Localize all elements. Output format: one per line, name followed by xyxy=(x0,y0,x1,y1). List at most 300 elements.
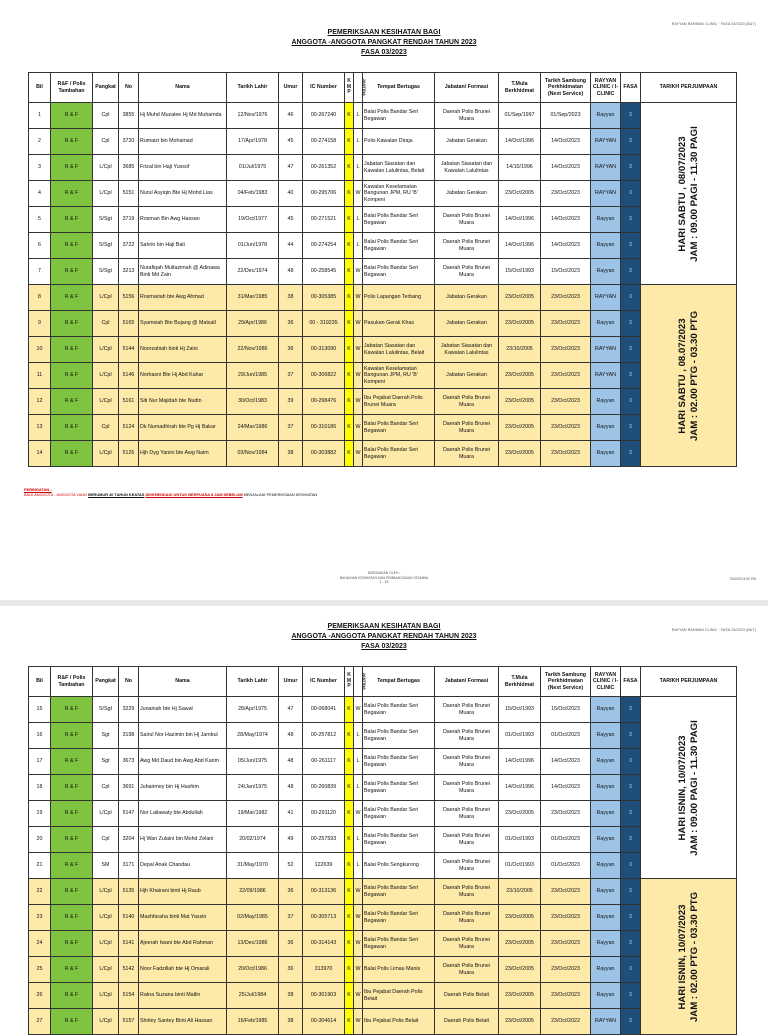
table-row xyxy=(29,879,737,905)
cell-tmula: 23/Oct/2005 xyxy=(499,441,541,467)
session-time-label xyxy=(677,310,701,440)
cell-rayyan: Rayyan xyxy=(591,415,621,441)
cell-umur: 46 xyxy=(279,103,303,129)
reminder-prefix: BAGI ANGGOTA - ANGGOTA YANG xyxy=(24,492,89,497)
cell-jabatan: Daerah Polis Brunei Muara xyxy=(435,415,499,441)
session-time-cell xyxy=(641,697,737,879)
cell-bil: 5 xyxy=(29,207,51,233)
cell-kmp: K xyxy=(345,103,354,129)
cell-rf: R & F xyxy=(51,285,93,311)
cell-jantina: L xyxy=(354,827,363,853)
cell-tmula: 23/10/2005 xyxy=(499,337,541,363)
cell-kmp: K xyxy=(345,389,354,415)
cell-tempat: Balai Polis Bandar Seri Begawan xyxy=(363,749,435,775)
cell-jabatan: Daerah Polis Brunei Muara xyxy=(435,259,499,285)
col-no: No xyxy=(119,73,139,103)
cell-tempat: Balai Polis Bandar Seri Begawan xyxy=(363,103,435,129)
cell-ic: 00-306822 xyxy=(303,363,345,389)
cell-nama: Nor Lailawaty bte Abdullah xyxy=(139,801,227,827)
session-line1: HARI ISNIN, 10/07/2023 xyxy=(676,903,688,1010)
cell-ic: 00-261352 xyxy=(303,155,345,181)
cell-fasa: 3 xyxy=(621,749,641,775)
cell-jantina: W xyxy=(354,931,363,957)
cell-jantina: L xyxy=(354,749,363,775)
col-tmula: T.Mula Berkhidmat xyxy=(499,73,541,103)
cell-rf: R & F xyxy=(51,853,93,879)
cell-jantina: W xyxy=(354,285,363,311)
table-row xyxy=(29,983,737,1009)
cell-sambung: 14/Oct/2023 xyxy=(541,155,591,181)
cell-fasa: 3 xyxy=(621,181,641,207)
cell-kmp: K xyxy=(345,749,354,775)
footer-timestamp: 7/5/2023 8:40 PM xyxy=(729,577,756,581)
session-line2: JAM : 09.00 PAGI - 11.30 PAGI xyxy=(688,125,700,262)
cell-tarikh-lahir: 19/Mar/1982 xyxy=(227,801,279,827)
cell-bil: 19 xyxy=(29,801,51,827)
cell-bil: 18 xyxy=(29,775,51,801)
col-fasa: FASA xyxy=(621,667,641,697)
col-jantina-label: JANTINA xyxy=(361,672,367,691)
cell-tmula: 01/Sep/1997 xyxy=(499,103,541,129)
cell-bil: 16 xyxy=(29,723,51,749)
cell-tempat: Balai Polis Sengkurong xyxy=(363,853,435,879)
page-title-line1: PEMERIKSAAN KESIHATAN BAGI xyxy=(327,29,441,36)
cell-umur: 49 xyxy=(279,827,303,853)
cell-tmula: 23/Oct/2005 xyxy=(499,389,541,415)
cell-sambung: 23/Oct/2023 xyxy=(541,311,591,337)
cell-nama: Juhairmey bin Hj Hashim xyxy=(139,775,227,801)
cell-rf: R & F xyxy=(51,415,93,441)
cell-rf: R & F xyxy=(51,697,93,723)
cell-jantina: L xyxy=(354,155,363,181)
col-ic: IC Number xyxy=(303,667,345,697)
cell-ic: 00-310186 xyxy=(303,415,345,441)
cell-rayyan: Rayyan xyxy=(591,259,621,285)
cell-pangkat: L/Cpl xyxy=(93,957,119,983)
footer-page-number: 1 - 16 xyxy=(379,580,389,585)
cell-sambung: 23/Oct/2023 xyxy=(541,801,591,827)
cell-fasa: 3 xyxy=(621,879,641,905)
cell-jantina: W xyxy=(354,311,363,337)
cell-tempat: Jabatan Siasatan dan Kawalan Lalulintas, Belait xyxy=(363,337,435,363)
cell-umur: 45 xyxy=(279,129,303,155)
col-perjumpaan: TARIKH PERJUMPAAN xyxy=(641,667,737,697)
cell-umur: 37 xyxy=(279,905,303,931)
cell-fasa: 3 xyxy=(621,983,641,1009)
cell-nama: Shirley Santey Binti Ali Hassan xyxy=(139,1009,227,1035)
cell-rf: R & F xyxy=(51,775,93,801)
cell-bil: 12 xyxy=(29,389,51,415)
cell-jabatan: Daerah Polis Brunei Muara xyxy=(435,103,499,129)
cell-no: 3204 xyxy=(119,827,139,853)
cell-jabatan: Jabatan Gerakan xyxy=(435,363,499,389)
cell-tarikh-lahir: 02/May/1985 xyxy=(227,905,279,931)
cell-bil: 3 xyxy=(29,155,51,181)
cell-jabatan: Jabatan Siasatan dan Kawalan Lalulintas xyxy=(435,155,499,181)
cell-nama: Hjh Dyg Yanini bte Awg Naim xyxy=(139,441,227,467)
cell-tarikh-lahir: 20/Oct/1986 xyxy=(227,957,279,983)
cell-sambung: 01/Oct/2023 xyxy=(541,827,591,853)
cell-jabatan: Daerah Polis Brunei Muara xyxy=(435,723,499,749)
cell-pangkat: L/Cpl xyxy=(93,1009,119,1035)
cell-tarikh-lahir: 30/Oct/1983 xyxy=(227,389,279,415)
table-row xyxy=(29,311,737,337)
cell-pangkat: Cpl xyxy=(93,415,119,441)
cell-umur: 45 xyxy=(279,207,303,233)
cell-ic: 00-257593 xyxy=(303,827,345,853)
cell-pangkat: L/Cpl xyxy=(93,389,119,415)
cell-tmula: 23/Oct/2005 xyxy=(499,931,541,957)
col-jantina xyxy=(354,73,367,103)
cell-nama: Ratna Suzana binti Matlin xyxy=(139,983,227,1009)
cell-tmula: 01/Oct/1993 xyxy=(499,853,541,879)
cell-nama: Awg Md Daud bin Awg Abd Karim xyxy=(139,749,227,775)
cell-umur: 36 xyxy=(279,311,303,337)
cell-rayyan: Rayyan xyxy=(591,905,621,931)
col-pangkat: Pangkat xyxy=(93,667,119,697)
cell-rf: R & F xyxy=(51,155,93,181)
cell-tarikh-lahir: 22/Dec/1974 xyxy=(227,259,279,285)
cell-tarikh-lahir: 01/Jul/1975 xyxy=(227,155,279,181)
cell-tmula: 23/Oct/2005 xyxy=(499,957,541,983)
cell-fasa: 3 xyxy=(621,1009,641,1035)
cell-kmp: K xyxy=(345,905,354,931)
cell-ic: 00-068041 xyxy=(303,697,345,723)
cell-ic: 00-271521 xyxy=(303,207,345,233)
col-perjumpaan: TARIKH PERJUMPAAN xyxy=(641,73,737,103)
cell-ic: 00-257812 xyxy=(303,723,345,749)
cell-tarikh-lahir: 22/09/1986 xyxy=(227,879,279,905)
col-jabatan: Jabatan/ Formasi xyxy=(435,667,499,697)
reminder-note xyxy=(24,487,317,497)
table-row xyxy=(29,697,737,723)
cell-sambung: 23/Oct/2022 xyxy=(541,1009,591,1035)
cell-rayyan: RAYYAN xyxy=(591,363,621,389)
schedule-table-1 xyxy=(28,72,737,467)
cell-tarikh-lahir: 28/Apr/1975 xyxy=(227,697,279,723)
col-rf: R&F / Polis Tambahan xyxy=(51,73,93,103)
cell-nama: Nurafiqah Multazimah @ Adinawa Binti Md Zain xyxy=(139,259,227,285)
cell-sambung: 23/Oct/2023 xyxy=(541,931,591,957)
cell-sambung: 14/Oct/2023 xyxy=(541,207,591,233)
cell-fasa: 3 xyxy=(621,441,641,467)
cell-tempat: Balai Polis Bandar Seri Begawan xyxy=(363,775,435,801)
cell-no: 5142 xyxy=(119,957,139,983)
reminder-age: BERUMUR 40 TAHUN KEATAS xyxy=(88,492,145,497)
cell-tarikh-lahir: 24/Jan/1975 xyxy=(227,775,279,801)
cell-tempat: Balai Polis Bandar Seri Begawan xyxy=(363,879,435,905)
cell-rayyan: RAYYAN xyxy=(591,285,621,311)
col-ic: IC Number xyxy=(303,73,345,103)
cell-nama: Noor Fadzillah bte Hj Omarali xyxy=(139,957,227,983)
cell-pangkat: L/Cpl xyxy=(93,181,119,207)
cell-sambung: 23/Oct/2023 xyxy=(541,879,591,905)
table-row xyxy=(29,1009,737,1035)
cell-sambung: 15/Oct/2023 xyxy=(541,259,591,285)
cell-tmula: 23/Oct/2005 xyxy=(499,311,541,337)
cell-jantina: W xyxy=(354,697,363,723)
table-row xyxy=(29,827,737,853)
cell-tmula: 01/Oct/1993 xyxy=(499,827,541,853)
cell-sambung: 01/Sep/2023 xyxy=(541,103,591,129)
cell-rayyan: RAYYAN xyxy=(591,155,621,181)
table-row xyxy=(29,363,737,389)
cell-bil: 24 xyxy=(29,931,51,957)
table-row xyxy=(29,233,737,259)
cell-no: 5154 xyxy=(119,983,139,1009)
cell-no: 5151 xyxy=(119,181,139,207)
cell-no: 5126 xyxy=(119,441,139,467)
cell-jabatan: Daerah Polis Belait xyxy=(435,983,499,1009)
cell-sambung: 01/Oct/2023 xyxy=(541,723,591,749)
cell-ic: 00-301903 xyxy=(303,983,345,1009)
cell-ic: 00-313136 xyxy=(303,879,345,905)
cell-bil: 17 xyxy=(29,749,51,775)
cell-rf: R & F xyxy=(51,259,93,285)
col-sambung: Tarikh Sambung Perkhidmatan (Next Service) xyxy=(541,73,591,103)
cell-umur: 47 xyxy=(279,155,303,181)
cell-pangkat: L/Cpl xyxy=(93,285,119,311)
cell-kmp: K xyxy=(345,723,354,749)
cell-rayyan: RAYYAN xyxy=(591,129,621,155)
col-tarikh-lahir: Tarikh Lahir xyxy=(227,73,279,103)
cell-jantina: W xyxy=(354,415,363,441)
cell-pangkat: Cpl xyxy=(93,827,119,853)
cell-bil: 15 xyxy=(29,697,51,723)
cell-nama: Frizal bin Haji Yussof xyxy=(139,155,227,181)
cell-umur: 37 xyxy=(279,363,303,389)
cell-tmula: 14/Oct/1996 xyxy=(499,775,541,801)
cell-jantina: L xyxy=(354,129,363,155)
cell-kmp: K xyxy=(345,337,354,363)
cell-ic: 00-305385 xyxy=(303,285,345,311)
cell-tarikh-lahir: 28/May/1974 xyxy=(227,723,279,749)
cell-umur: 36 xyxy=(279,337,303,363)
cell-pangkat: Cpl xyxy=(93,311,119,337)
col-jantina xyxy=(354,667,367,697)
cell-rf: R & F xyxy=(51,827,93,853)
cell-nama: Sahrin bin Haji Bali xyxy=(139,233,227,259)
cell-pangkat: Cpl xyxy=(93,775,119,801)
cell-rf: R & F xyxy=(51,879,93,905)
cell-fasa: 3 xyxy=(621,363,641,389)
cell-tarikh-lahir: 03/Nov/1984 xyxy=(227,441,279,467)
cell-umur: 36 xyxy=(279,957,303,983)
cell-jabatan: Daerah Polis Brunei Muara xyxy=(435,853,499,879)
cell-bil: 21 xyxy=(29,853,51,879)
col-rayyan: RAYYAN CLINIC / I-CLINIC xyxy=(591,667,621,697)
cell-kmp: K xyxy=(345,957,354,983)
cell-umur: 48 xyxy=(279,749,303,775)
cell-no: 5141 xyxy=(119,931,139,957)
cell-jabatan: Daerah Polis Brunei Muara xyxy=(435,697,499,723)
cell-no: 5157 xyxy=(119,1009,139,1035)
cell-jantina: W xyxy=(354,801,363,827)
cell-tempat: Balai Polis Bandar Seri Begawan xyxy=(363,905,435,931)
cell-rayyan: Rayyan xyxy=(591,233,621,259)
table-row xyxy=(29,441,737,467)
cell-tmula: 01/Oct/1993 xyxy=(499,723,541,749)
cell-bil: 9 xyxy=(29,311,51,337)
cell-ic: 00 - 319235 xyxy=(303,311,345,337)
cell-umur: 38 xyxy=(279,285,303,311)
cell-rf: R & F xyxy=(51,1009,93,1035)
cell-tarikh-lahir: 16/Feb/1985 xyxy=(227,1009,279,1035)
col-tmula: T.Mula Berkhidmat xyxy=(499,667,541,697)
cell-no: 3198 xyxy=(119,723,139,749)
page-title-line3: FASA 03/2023 xyxy=(361,49,407,56)
cell-nama: Hj Wan Zulaini bin Mohd Zelani xyxy=(139,827,227,853)
cell-bil: 27 xyxy=(29,1009,51,1035)
cell-tempat: Balai Polis Bandar Seri Begawan xyxy=(363,207,435,233)
cell-tarikh-lahir: 22/Nov/1986 xyxy=(227,337,279,363)
cell-pangkat: Cpl xyxy=(93,103,119,129)
col-umur: Umur xyxy=(279,667,303,697)
cell-jantina: W xyxy=(354,259,363,285)
cell-jantina: L xyxy=(354,103,363,129)
cell-rf: R & F xyxy=(51,905,93,931)
cell-tarikh-lahir: 04/Feb/1983 xyxy=(227,181,279,207)
cell-jabatan: Daerah Polis Brunei Muara xyxy=(435,207,499,233)
cell-umur: 38 xyxy=(279,1009,303,1035)
cell-fasa: 3 xyxy=(621,259,641,285)
cell-tempat: Balai Polis Bandar Seri Begawan xyxy=(363,415,435,441)
cell-kmp: K xyxy=(345,155,354,181)
cell-kmp: K xyxy=(345,1009,354,1035)
reminder-fasting: DIKEHENDAKI UNTUK BERPUASA 8 JAM SEBELUM xyxy=(145,492,243,497)
cell-nama: Noorzahiah binti Hj Zaini xyxy=(139,337,227,363)
cell-jabatan: Jabatan Gerakan xyxy=(435,285,499,311)
cell-jabatan: Daerah Polis Brunei Muara xyxy=(435,801,499,827)
cell-ic: 00-313090 xyxy=(303,337,345,363)
schedule-table-2 xyxy=(28,666,737,1035)
cell-nama: Hj Muhd Muzalee Hj Md Muhamda xyxy=(139,103,227,129)
cell-rf: R & F xyxy=(51,233,93,259)
cell-sambung: 14/Oct/2023 xyxy=(541,233,591,259)
page-footer xyxy=(0,571,768,585)
cell-jabatan: Daerah Polis Brunei Muara xyxy=(435,233,499,259)
cell-tempat: Balai Polis Bandar Seri Begawan xyxy=(363,723,435,749)
table-header-row xyxy=(29,667,737,697)
session-time-cell xyxy=(641,879,737,1035)
cell-sambung: 23/Oct/2023 xyxy=(541,415,591,441)
cell-kmp: K xyxy=(345,415,354,441)
cell-umur: 36 xyxy=(279,879,303,905)
cell-tarikh-lahir: 17/Apr/1978 xyxy=(227,129,279,155)
cell-tmula: 23/Oct/2005 xyxy=(499,363,541,389)
cell-ic: 00-305713 xyxy=(303,905,345,931)
col-rayyan: RAYYAN CLINIC / I-CLINIC xyxy=(591,73,621,103)
col-kmp: K M P xyxy=(345,73,354,103)
col-fasa: FASA xyxy=(621,73,641,103)
cell-bil: 2 xyxy=(29,129,51,155)
cell-umur: 48 xyxy=(279,259,303,285)
cell-jantina: W xyxy=(354,879,363,905)
cell-no: 5147 xyxy=(119,801,139,827)
table-row xyxy=(29,853,737,879)
cell-tmula: 23/Oct/2005 xyxy=(499,1009,541,1035)
cell-rayyan: Rayyan xyxy=(591,931,621,957)
cell-sambung: 15/Oct/2023 xyxy=(541,697,591,723)
cell-fasa: 3 xyxy=(621,103,641,129)
cell-tarikh-lahir: 19/Oct/1977 xyxy=(227,207,279,233)
cell-tarikh-lahir: 25/Jul/1984 xyxy=(227,983,279,1009)
cell-umur: 52 xyxy=(279,853,303,879)
cell-rf: R & F xyxy=(51,311,93,337)
cell-fasa: 3 xyxy=(621,337,641,363)
cell-jantina: W xyxy=(354,389,363,415)
cell-rayyan: Rayyan xyxy=(591,441,621,467)
session-time-label xyxy=(677,891,701,1021)
cell-fasa: 3 xyxy=(621,801,641,827)
cell-ic: 00-267240 xyxy=(303,103,345,129)
cell-nama: Siti Nur Majidah bte Nudin xyxy=(139,389,227,415)
cell-kmp: K xyxy=(345,827,354,853)
cell-rayyan: Rayyan xyxy=(591,103,621,129)
cell-kmp: K xyxy=(345,311,354,337)
cell-tmula: 14/Oct/1996 xyxy=(499,233,541,259)
cell-tempat: Balai Polis Bandar Seri Begawan xyxy=(363,441,435,467)
col-rf: R&F / Polis Tambahan xyxy=(51,667,93,697)
cell-jabatan: Daerah Polis Brunei Muara xyxy=(435,389,499,415)
cell-bil: 22 xyxy=(29,879,51,905)
table-row xyxy=(29,415,737,441)
cell-bil: 7 xyxy=(29,259,51,285)
cell-pangkat: SM xyxy=(93,853,119,879)
cell-pangkat: L/Cpl xyxy=(93,879,119,905)
cell-tempat: Pasukan Gerak Khas xyxy=(363,311,435,337)
session-line2: JAM : 02.00 PTG - 03.30 PTG xyxy=(688,310,700,441)
header-right-text: RAYYAN RAHMAN CLINIC · FASA 03/2023 (B&T) xyxy=(671,628,756,632)
reminder-suffix: MENJALANI PEMERIKSAAN KESIHATAN xyxy=(242,492,318,497)
cell-jabatan: Daerah Polis Brunei Muara xyxy=(435,827,499,853)
cell-bil: 1 xyxy=(29,103,51,129)
cell-no: 3685 xyxy=(119,155,139,181)
session-line1: HARI ISNIN, 10/07/2023 xyxy=(676,734,688,841)
cell-jantina: W xyxy=(354,363,363,389)
table-row xyxy=(29,181,737,207)
col-umur: Umur xyxy=(279,73,303,103)
cell-jabatan: Daerah Polis Brunei Muara xyxy=(435,441,499,467)
cell-ic: 00-314143 xyxy=(303,931,345,957)
cell-kmp: K xyxy=(345,233,354,259)
cell-jantina: W xyxy=(354,983,363,1009)
col-bil: Bil xyxy=(29,667,51,697)
cell-jabatan: Daerah Polis Brunei Muara xyxy=(435,905,499,931)
cell-rayyan: RAYYAN xyxy=(591,337,621,363)
cell-tarikh-lahir: 01/Jun/1978 xyxy=(227,233,279,259)
cell-tarikh-lahir: 12/Nov/1976 xyxy=(227,103,279,129)
cell-rf: R & F xyxy=(51,103,93,129)
col-no: No xyxy=(119,667,139,697)
table-row xyxy=(29,337,737,363)
cell-rayyan: Rayyan xyxy=(591,749,621,775)
cell-umur: 38 xyxy=(279,983,303,1009)
cell-tarikh-lahir: 29/Apr/1986 xyxy=(227,311,279,337)
cell-jabatan: Daerah Polis Brunei Muara xyxy=(435,957,499,983)
cell-pangkat: Sgt xyxy=(93,749,119,775)
cell-pangkat: L/Cpl xyxy=(93,905,119,931)
cell-fasa: 3 xyxy=(621,285,641,311)
cell-pangkat: S/Sgt xyxy=(93,207,119,233)
cell-tmula: 14/10/1996 xyxy=(499,155,541,181)
cell-fasa: 3 xyxy=(621,775,641,801)
cell-ic: 122639 xyxy=(303,853,345,879)
cell-no: 3171 xyxy=(119,853,139,879)
cell-fasa: 3 xyxy=(621,905,641,931)
cell-tempat: Balai Polis Bandar Seri Begawan xyxy=(363,801,435,827)
cell-fasa: 3 xyxy=(621,155,641,181)
